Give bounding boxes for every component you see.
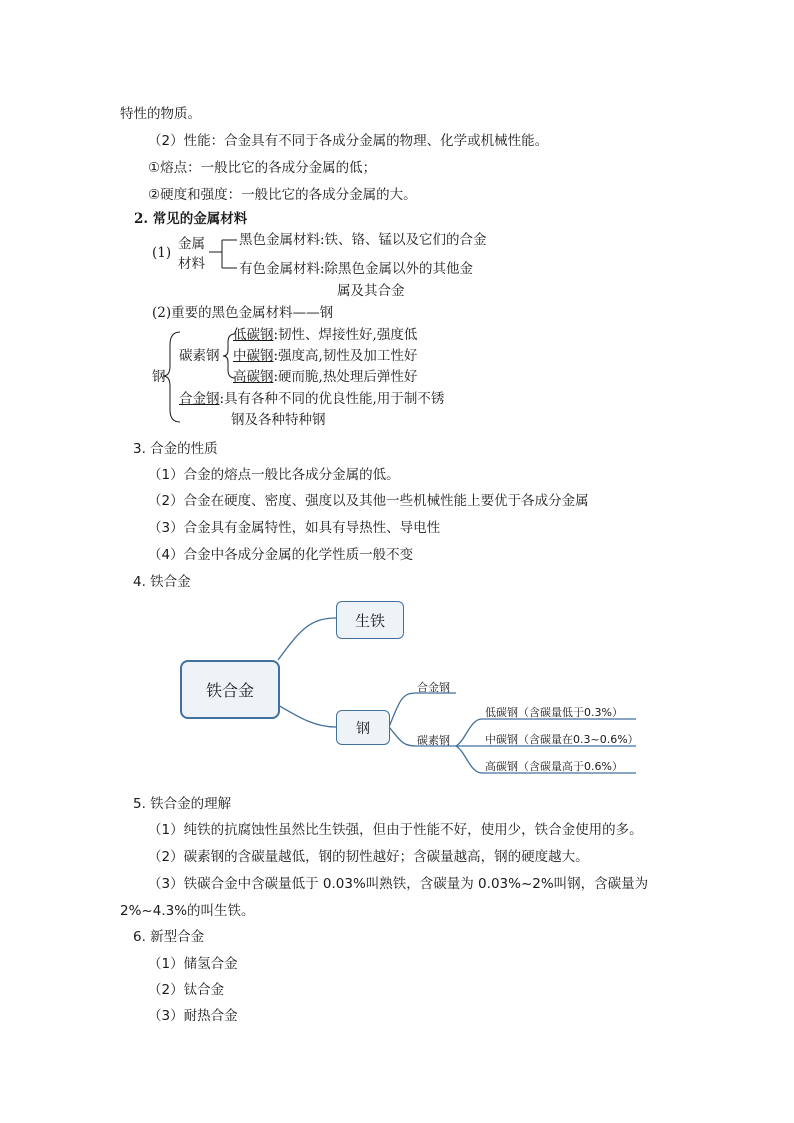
sec5-item-3a: （3）铁碳合金中含碳量低于 0.03%叫熟铁，含碳量为 0.03%~2%叫钢，含碳量为 bbox=[148, 876, 649, 892]
p1-label-b: 材料 bbox=[178, 256, 205, 272]
section-6-title: 6. 新型合金 bbox=[133, 929, 205, 945]
leaf-carbon-steel: 碳素钢 bbox=[417, 734, 450, 747]
high-carbon-name: 高碳钢 bbox=[233, 369, 274, 385]
ferrous-metals: 黑色金属材料:铁、铬、锰以及它们的合金 bbox=[239, 232, 487, 248]
carbon-steel-label: 碳素钢 bbox=[179, 348, 220, 364]
p1-number: (1) bbox=[152, 245, 172, 261]
section-4-title: 4. 铁合金 bbox=[133, 574, 191, 590]
sec3-item-4: （4）合金中各成分金属的化学性质一般不变 bbox=[148, 547, 414, 563]
node-steel bbox=[336, 710, 390, 745]
intro-line-0: 特性的物质。 bbox=[120, 106, 201, 122]
leaf-low-carbon: 低碳钢（含碳量低于0.3%） bbox=[485, 706, 623, 719]
nonferrous-metals-b: 属及其合金 bbox=[337, 283, 405, 299]
alloy-steel-desc-b: 钢及各种特种钢 bbox=[231, 412, 326, 428]
node-pig-iron bbox=[336, 601, 404, 639]
p1-label-a: 金属 bbox=[178, 236, 205, 252]
sec5-item-2: （2）碳素钢的含碳量越低，钢的韧性越好；含碳量越高，钢的硬度越大。 bbox=[148, 849, 589, 865]
leaf-high-carbon: 高碳钢（含碳量高于0.6%） bbox=[485, 760, 623, 773]
alloy-steel-name: 合金钢 bbox=[179, 391, 220, 407]
low-carbon-name: 低碳钢 bbox=[233, 327, 274, 343]
leaf-alloy-steel: 合金钢 bbox=[417, 681, 450, 694]
high-carbon-desc: :硬而脆,热处理后弹性好 bbox=[273, 369, 418, 385]
mid-carbon-name: 中碳钢 bbox=[233, 348, 274, 364]
sec3-item-2: （2）合金在硬度、密度、强度以及其他一些机械性能上要优于各成分金属 bbox=[148, 493, 589, 509]
sec6-item-1: （1）储氢合金 bbox=[148, 956, 238, 972]
low-carbon-desc: :韧性、焊接性好,强度低 bbox=[273, 327, 418, 343]
sec3-item-3: （3）合金具有金属特性，如具有导热性、导电性 bbox=[148, 520, 441, 536]
section-3-title: 3. 合金的性质 bbox=[133, 441, 218, 457]
nonferrous-metals-a: 有色金属材料:除黑色金属以外的其他金 bbox=[239, 261, 474, 277]
sec5-item-3b: 2%~4.3%的叫生铁。 bbox=[120, 903, 255, 919]
root-node-iron-alloy bbox=[180, 660, 280, 719]
root-node-label: 铁合金 bbox=[205, 681, 254, 700]
steel-label: 钢 bbox=[152, 369, 166, 385]
alloy-steel-desc: :具有各种不同的优良性能,用于制不锈 bbox=[219, 391, 445, 407]
section-5-title: 5. 铁合金的理解 bbox=[133, 796, 232, 812]
leaf-mid-carbon: 中碳钢（含碳量在0.3~0.6%） bbox=[485, 733, 639, 746]
sec6-item-3: （3）耐热合金 bbox=[148, 1008, 238, 1024]
intro-line-2: ①熔点：一般比它的各成分金属的低； bbox=[148, 160, 377, 176]
node-steel-label: 钢 bbox=[356, 720, 370, 737]
section-2-title: 2. 常见的金属材料 bbox=[134, 211, 248, 227]
intro-line-3: ②硬度和强度：一般比它的各成分金属的大。 bbox=[148, 187, 417, 203]
p2-heading: (2)重要的黑色金属材料——钢 bbox=[152, 305, 334, 321]
mid-carbon-desc: :强度高,韧性及加工性好 bbox=[273, 348, 418, 364]
sec6-item-2: （2）钛合金 bbox=[148, 982, 225, 998]
sec3-item-1: （1）合金的熔点一般比各成分金属的低。 bbox=[148, 467, 400, 483]
intro-line-1: （2）性能：合金具有不同于各成分金属的物理、化学或机械性能。 bbox=[148, 133, 549, 149]
sec5-item-1: （1）纯铁的抗腐蚀性虽然比生铁强，但由于性能不好，使用少，铁合金使用的多。 bbox=[148, 822, 643, 838]
node-pig-iron-label: 生铁 bbox=[354, 611, 385, 630]
